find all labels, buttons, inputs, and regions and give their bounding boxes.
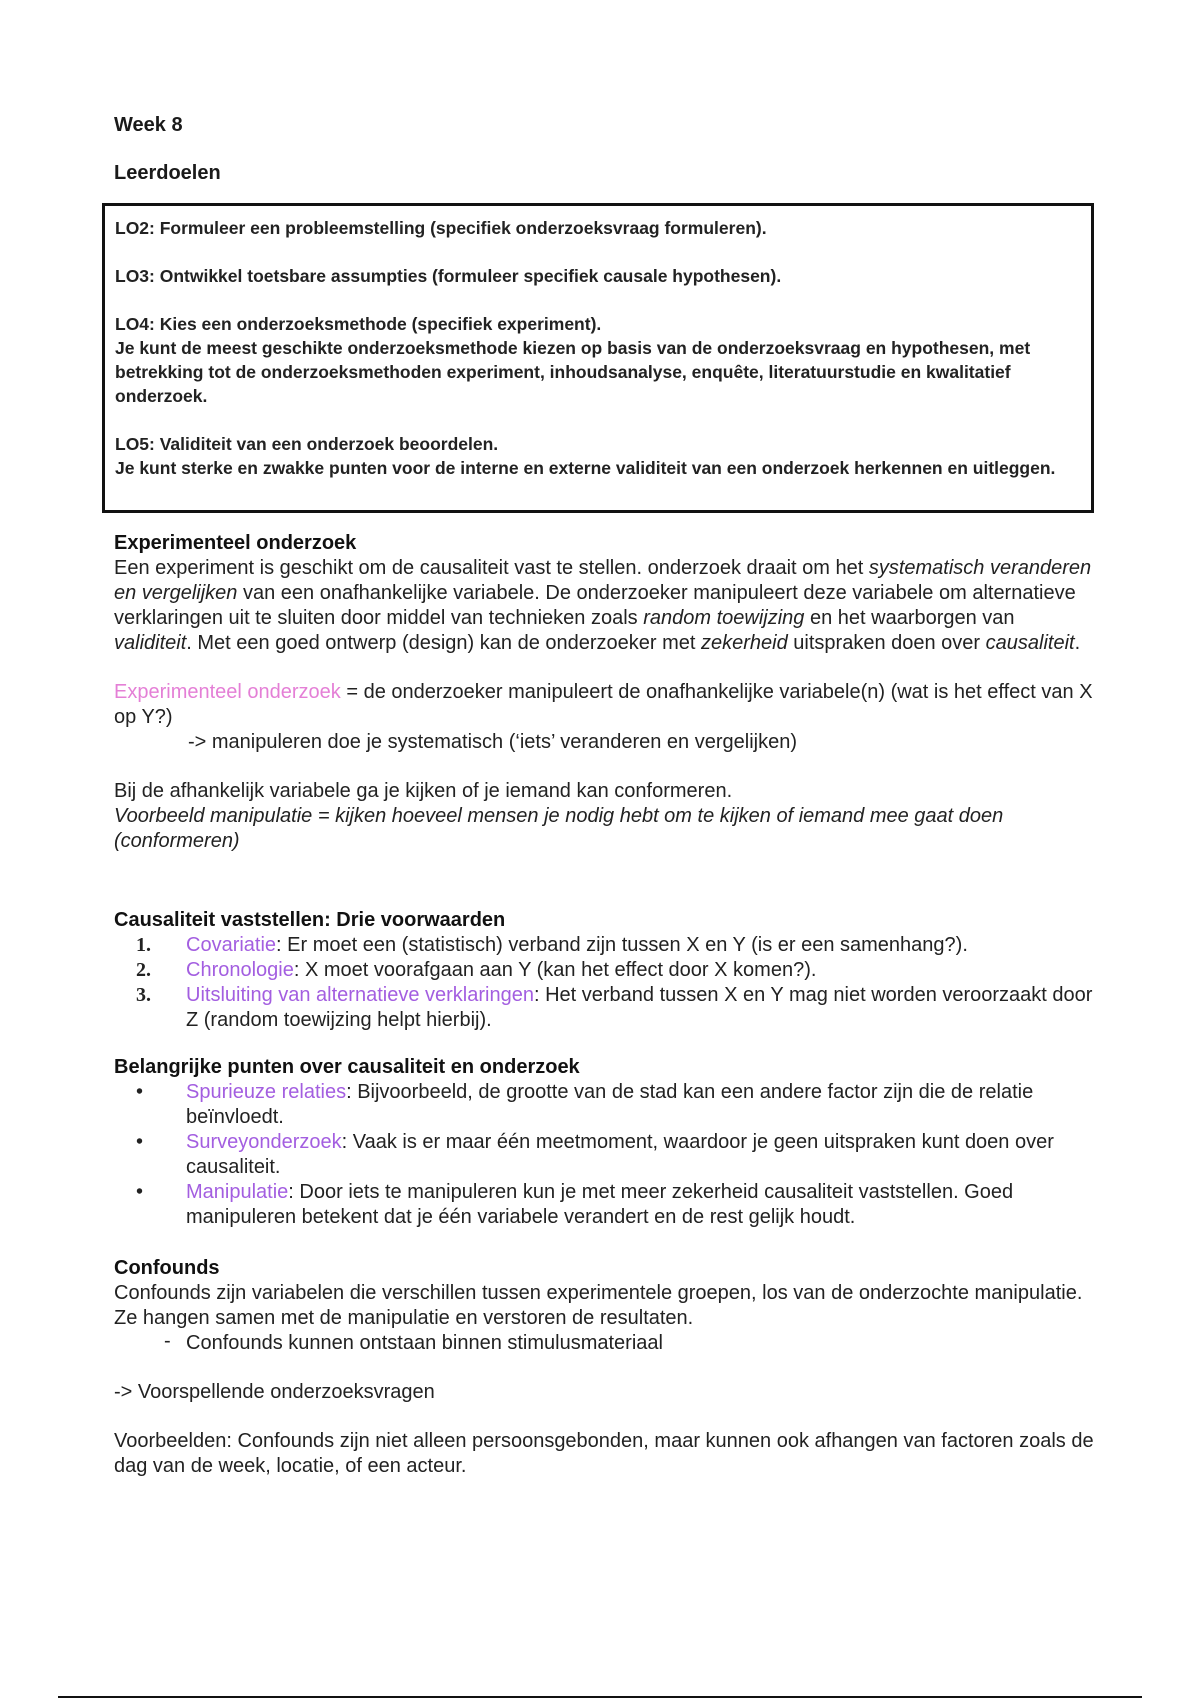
list-item: 3. Uitsluiting van alternatieve verklaringen: Het verband tussen X en Y mag niet worden veroorzaakt door Z (random toewijzing helpt hierbij). bbox=[136, 984, 1093, 1031]
voorspellende-line: -> Voorspellende onderzoeksvragen bbox=[114, 1381, 435, 1403]
bottom-divider bbox=[58, 1696, 1142, 1698]
experimenteel-paragraph: Een experiment is geschikt om de causaliteit vast te stellen. onderzoek draait om het systematisch veranderen en vergelijken van een onafhankelijke variabele. De onderzoeker manipuleert deze variabele om alternatieve verklaringen uit te sluiten door middel van technieken zoals random toewijzing en het waarborgen van validiteit. Met een goed ontwerp (design) kan de onderzoeker met zekerheid uitspraken doen over causaliteit. bbox=[114, 557, 1092, 654]
confounds-title: Confounds bbox=[114, 1257, 220, 1279]
causaliteit-title: Causaliteit vaststellen: Drie voorwaarden bbox=[114, 909, 506, 931]
lo5-title: LO5: Validiteit van een onderzoek beoordelen. bbox=[115, 434, 499, 454]
belangrijk-section bbox=[114, 1055, 1094, 1230]
definition-term: Experimenteel onderzoek bbox=[114, 681, 341, 703]
definition-arrow-line: -> manipuleren doe je systematisch (‘iets’ veranderen en vergelijken) bbox=[188, 731, 798, 753]
belangrijk-title: Belangrijke punten over causaliteit en onderzoek bbox=[114, 1056, 580, 1078]
experimenteel-section bbox=[114, 531, 1094, 854]
lo2-text: LO2: Formuleer een probleemstelling (specifiek onderzoeksvraag formuleren). bbox=[115, 218, 767, 238]
causaliteit-section bbox=[114, 908, 1094, 1033]
lo4-title: LO4: Kies een onderzoeksmethode (specifiek experiment). bbox=[115, 314, 602, 334]
definition-paragraph: Experimenteel onderzoek = de onderzoeker manipuleert de onafhankelijke variabele(n) (wat is het effect van X op Y?) bbox=[114, 681, 1093, 728]
lo3-text: LO3: Ontwikkel toetsbare assumpties (formuleer specifiek causale hypothesen). bbox=[115, 266, 782, 286]
learning-objectives-box bbox=[102, 203, 1094, 513]
list-item: • Surveyonderzoek: Vaak is er maar één meetmoment, waardoor je geen uitspraken kunt doen over causaliteit. bbox=[136, 1131, 1054, 1178]
voorbeelden-paragraph: Voorbeelden: Confounds zijn niet alleen persoonsgebonden, maar kunnen ook afhangen van factoren zoals de dag van de week, locatie, of een acteur. bbox=[114, 1430, 1094, 1477]
list-item: • Spurieuze relaties: Bijvoorbeeld, de grootte van de stad kan een andere factor zijn die de relatie beïnvloedt. bbox=[136, 1081, 1034, 1128]
leerdoelen-title: Leerdoelen bbox=[114, 162, 221, 184]
lo5-description: Je kunt sterke en zwakke punten voor de interne en externe validiteit van een onderzoek herkennen en uitleggen. bbox=[115, 458, 1056, 478]
causaliteit-list bbox=[114, 933, 1094, 1033]
experimenteel-title: Experimenteel onderzoek bbox=[114, 532, 357, 554]
belangrijk-list bbox=[114, 1080, 1094, 1230]
list-item: • Manipulatie: Door iets te manipuleren kun je met meer zekerheid causaliteit vaststellen. Goed manipuleren betekent dat je één variabele verandert en de rest gelijk houdt. bbox=[136, 1181, 1014, 1228]
page-header bbox=[114, 108, 1094, 186]
week-title: Week 8 bbox=[114, 114, 183, 136]
voorbeeld-paragraph: Voorbeeld manipulatie = kijken hoeveel mensen je nodig hebt om te kijken of iemand mee gaat doen (conformeren) bbox=[114, 805, 1004, 852]
list-item: 1. Covariatie: Er moet een (statistisch) verband zijn tussen X en Y (is er een samenhang?). bbox=[136, 934, 968, 956]
list-item: - Confounds kunnen ontstaan binnen stimulusmateriaal bbox=[164, 1330, 663, 1354]
confounds-section bbox=[114, 1256, 1094, 1479]
list-item: 2. Chronologie: X moet voorafgaan aan Y (kan het effect door X komen?). bbox=[136, 959, 817, 981]
lo4-description: Je kunt de meest geschikte onderzoeksmethode kiezen op basis van de onderzoeksvraag en hypothesen, met betrekking tot de onderzoeksmethoden experiment, inhoudsanalyse, enquête, literatuurstudie en kwalitatief onderzoek. bbox=[115, 338, 1031, 406]
confounds-paragraph: Confounds zijn variabelen die verschillen tussen experimentele groepen, los van de onderzochte manipulatie. Ze hangen samen met de manipulatie en verstoren de resultaten. bbox=[114, 1282, 1083, 1329]
afhankelijk-paragraph: Bij de afhankelijk variabele ga je kijken of je iemand kan conformeren. bbox=[114, 780, 733, 802]
